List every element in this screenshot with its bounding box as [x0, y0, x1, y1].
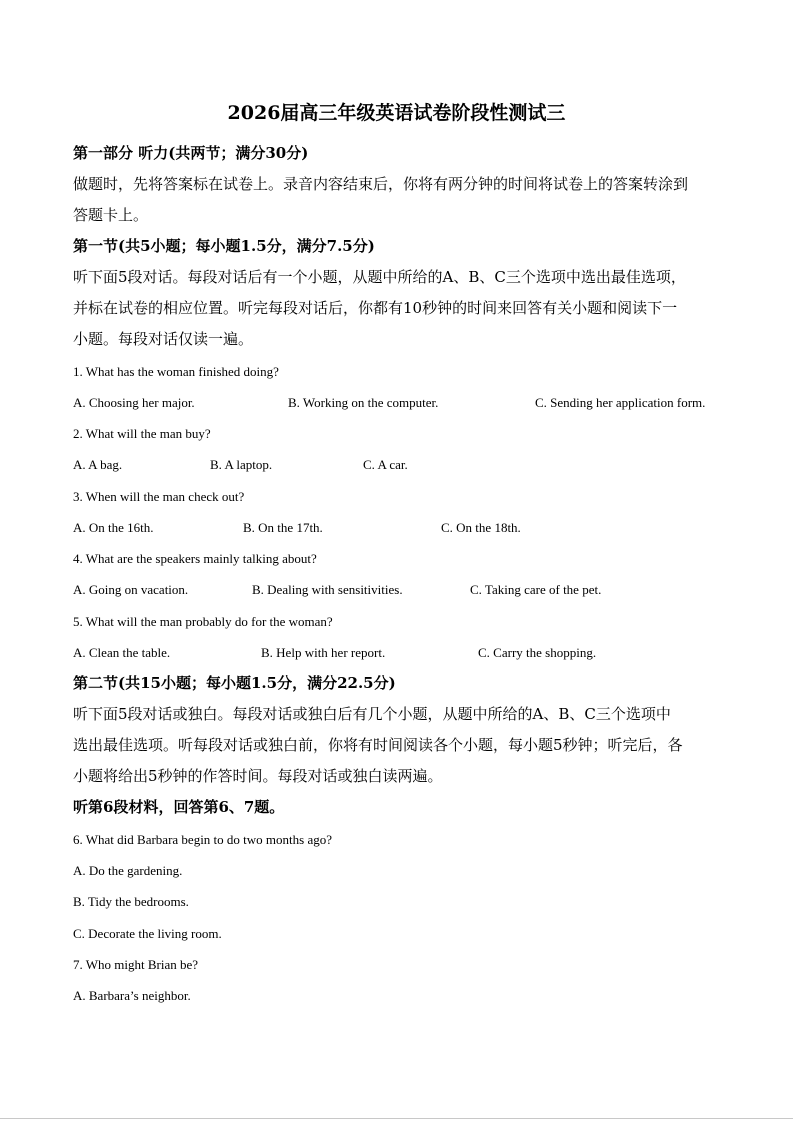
question-3-option-a: A. On the 16th. [73, 520, 154, 535]
section2-instruction-line: 选出最佳选项。听每段对话或独白前，你将有时间阅读各个小题，每小题5秒钟；听完后，各 [73, 736, 683, 754]
part1-instruction-line: 答题卡上。 [73, 206, 149, 224]
page-bottom-rule [0, 1118, 793, 1119]
section1-heading [73, 231, 725, 262]
part1-heading [73, 138, 725, 169]
section2-heading [73, 668, 725, 699]
question-4-stem: 4. What are the speakers mainly talking about? [73, 551, 317, 566]
section1-heading-text: 第一节(共5小题；每小题1.5分，满分7.5分) [73, 237, 375, 255]
question-6-option-b: B. Tidy the bedrooms. [73, 894, 189, 909]
question-3-stem: 3. When will the man check out? [73, 489, 245, 504]
question-1-option-a: A. Choosing her major. [73, 395, 195, 410]
question-2-stem: 2. What will the man buy? [73, 426, 211, 441]
section2-instruction-line: 小题将给出5秒钟的作答时间。每段对话或独白读两遍。 [73, 767, 443, 785]
section1-instructions [73, 262, 725, 355]
question-6-option-c: C. Decorate the living room. [73, 926, 222, 941]
question-6-option-a: A. Do the gardening. [73, 863, 183, 878]
question-2-option-c: C. A car. [363, 457, 408, 472]
question-1-option-c: C. Sending her application form. [535, 395, 706, 410]
question-1-stem: 1. What has the woman finished doing? [73, 364, 279, 379]
question-3-option-b: B. On the 17th. [243, 520, 323, 535]
section1-instruction-line: 并标在试卷的相应位置。听完每段对话后，你都有10秒钟的时间来回答有关小题和阅读下一 [73, 299, 678, 317]
part1-instruction-line: 做题时，先将答案标在试卷上。录音内容结束后，你将有两分钟的时间将试卷上的答案转涂到 [73, 175, 689, 193]
exam-title: 2026届高三年级英语试卷阶段性测试三 [227, 102, 566, 124]
question-3-option-c: C. On the 18th. [441, 520, 521, 535]
question-7-stem: 7. Who might Brian be? [73, 957, 199, 972]
part1-heading-text: 第一部分 听力(共两节；满分30分) [73, 144, 309, 162]
question-5-option-a: A. Clean the table. [73, 645, 171, 660]
section1-instruction-line: 听下面5段对话。每段对话后有一个小题，从题中所给的A、B、C三个选项中选出最佳选项， [73, 268, 686, 286]
question-7-option-a: A. Barbara’s neighbor. [73, 988, 191, 1003]
section2-instructions [73, 699, 725, 792]
question-4-option-a: A. Going on vacation. [73, 582, 189, 597]
question-6-stem: 6. What did Barbara begin to do two months ago? [73, 832, 332, 847]
question-1-option-b: B. Working on the computer. [288, 395, 439, 410]
part1-instructions [73, 169, 725, 231]
material-6-heading-text: 听第6段材料，回答第6、7题。 [73, 798, 285, 816]
question-4-option-c: C. Taking care of the pet. [470, 582, 602, 597]
question-2-option-a: A. A bag. [73, 457, 123, 472]
section1-instruction-line: 小题。每段对话仅读一遍。 [73, 330, 254, 348]
question-5-stem: 5. What will the man probably do for the woman? [73, 614, 333, 629]
material-6-heading [73, 792, 725, 823]
question-2-option-b: B. A laptop. [210, 457, 273, 472]
question-5-option-b: B. Help with her report. [261, 645, 386, 660]
section2-instruction-line: 听下面5段对话或独白。每段对话或独白后有几个小题，从题中所给的A、B、C三个选项中 [73, 705, 671, 723]
section2-heading-text: 第二节(共15小题；每小题1.5分，满分22.5分) [73, 674, 396, 692]
question-4-option-b: B. Dealing with sensitivities. [252, 582, 403, 597]
question-5-option-c: C. Carry the shopping. [478, 645, 597, 660]
